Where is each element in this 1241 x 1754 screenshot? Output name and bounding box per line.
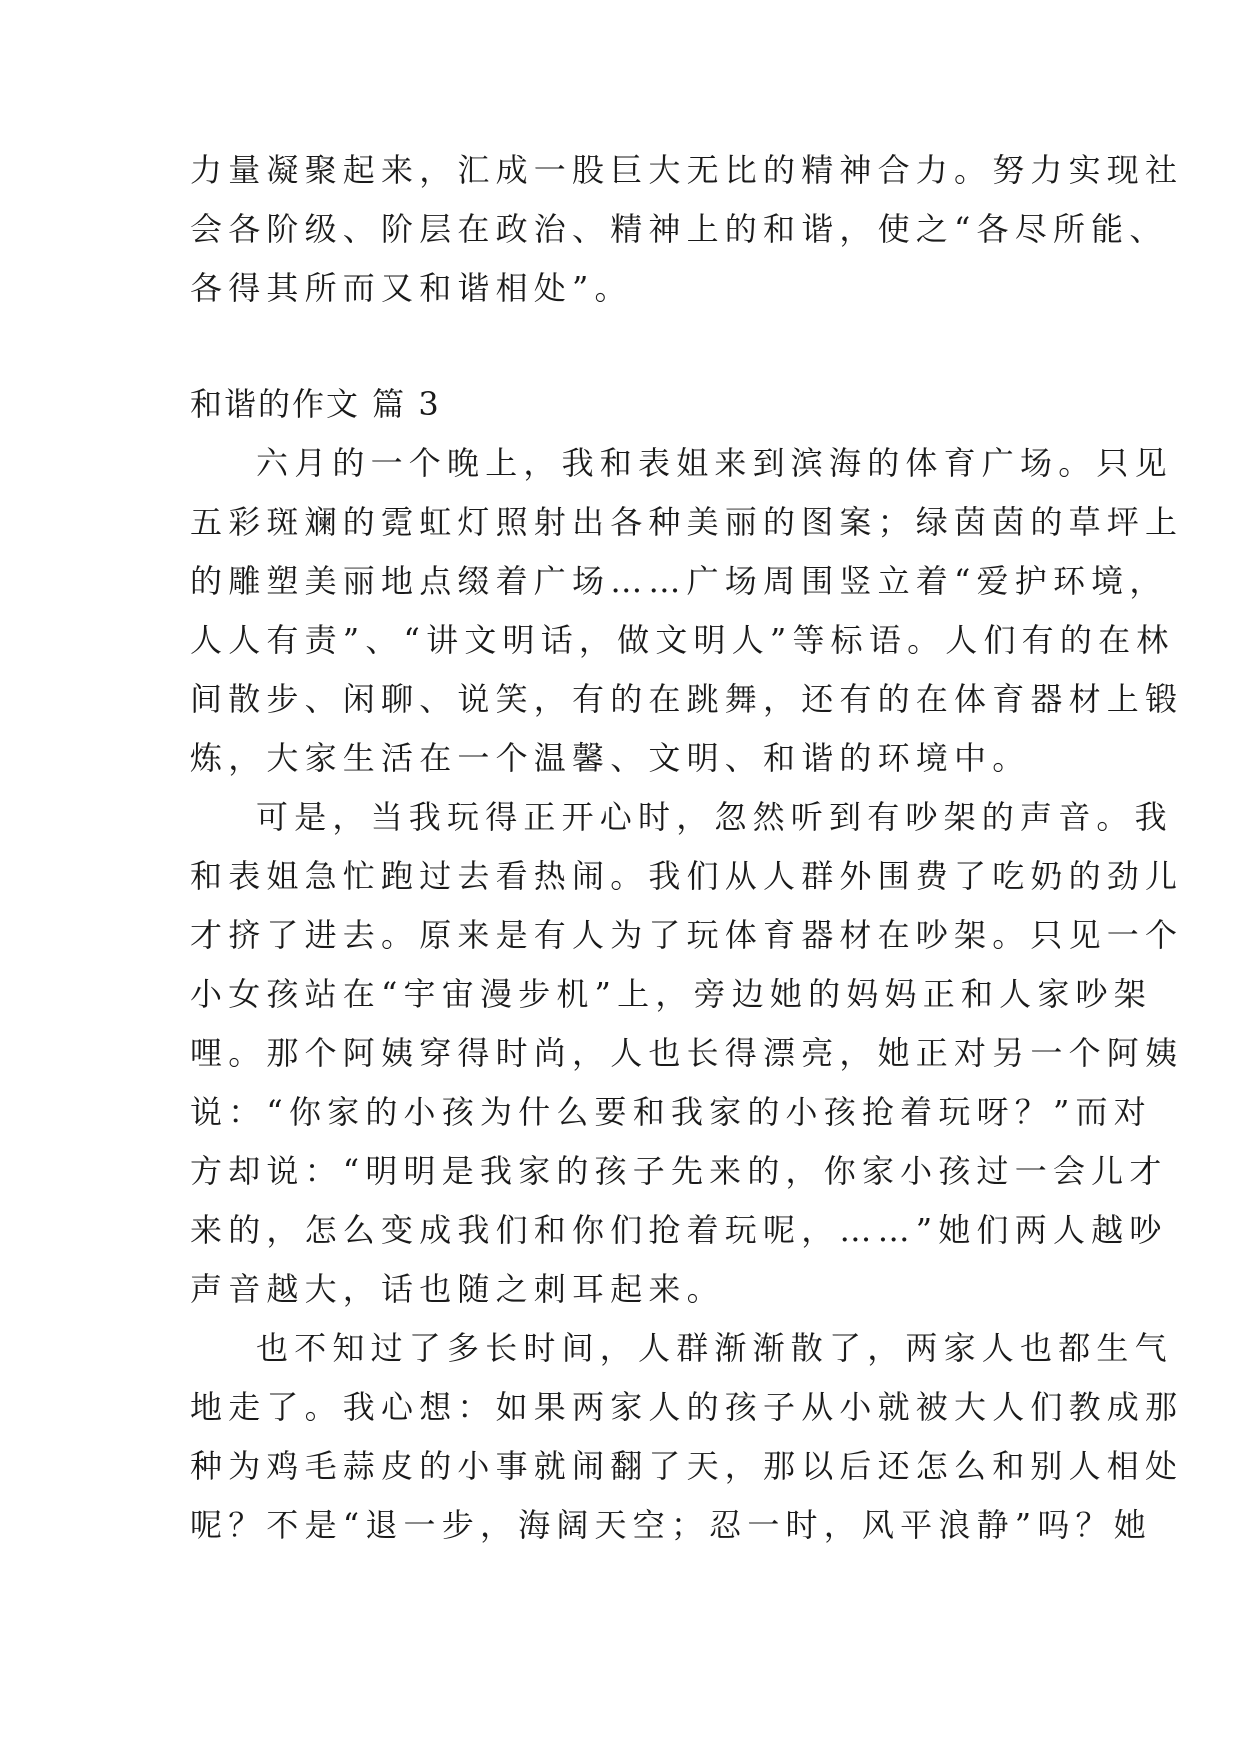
text-line: 声音越大，话也随之刺耳起来。: [190, 1270, 725, 1308]
text-line: 各得其所而又和谐相处”。: [190, 269, 633, 307]
text-line: 炼，大家生活在一个温馨、文明、和谐的环境中。: [190, 739, 1031, 777]
text-line: 也不知过了多长时间，人群渐渐散了，两家人也都生气: [256, 1329, 1173, 1367]
text-line: 六月的一个晚上，我和表姐来到滨海的体育广场。只见: [256, 444, 1173, 482]
text-line: 会各阶级、阶层在政治、精神上的和谐，使之“各尽所能、: [190, 210, 1168, 248]
text-line: 可是，当我玩得正开心时，忽然听到有吵架的声音。我: [256, 798, 1173, 836]
text-line: 人人有责”、“讲文明话，做文明人”等标语。人们有的在林: [190, 621, 1175, 659]
text-line: 才挤了进去。原来是有人为了玩体育器材在吵架。只见一个: [190, 916, 1184, 954]
text-line: 种为鸡毛蒜皮的小事就闹翻了天，那以后还怎么和别人相处: [190, 1447, 1184, 1485]
text-line: 呢？不是“退一步，海阔天空；忍一时，风平浪静”吗？她: [190, 1506, 1152, 1544]
text-line: 五彩斑斓的霓虹灯照射出各种美丽的图案；绿茵茵的草坪上: [190, 503, 1184, 541]
text-line: 小女孩站在“宇宙漫步机”上，旁边她的妈妈正和人家吵架: [190, 975, 1152, 1013]
text-line: 的雕塑美丽地点缀着广场……广场周围竖立着“爱护环境，: [190, 562, 1168, 600]
section-heading: 和谐的作文 篇 3: [190, 385, 441, 423]
text-line: 哩。那个阿姨穿得时尚，人也长得漂亮，她正对另一个阿姨: [190, 1034, 1184, 1072]
text-line: 间散步、闲聊、说笑，有的在跳舞，还有的在体育器材上锻: [190, 680, 1184, 718]
text-line: 力量凝聚起来，汇成一股巨大无比的精神合力。努力实现社: [190, 151, 1184, 189]
text-line: 说：“你家的小孩为什么要和我家的小孩抢着玩呀？”而对: [190, 1093, 1152, 1131]
text-line: 来的，怎么变成我们和你们抢着玩呢，……”她们两人越吵: [190, 1211, 1168, 1249]
text-line: 地走了。我心想：如果两家人的孩子从小就被大人们教成那: [190, 1388, 1184, 1426]
text-line: 和表姐急忙跑过去看热闹。我们从人群外围费了吃奶的劲儿: [190, 857, 1184, 895]
text-line: 方却说：“明明是我家的孩子先来的，你家小孩过一会儿才: [190, 1152, 1168, 1190]
